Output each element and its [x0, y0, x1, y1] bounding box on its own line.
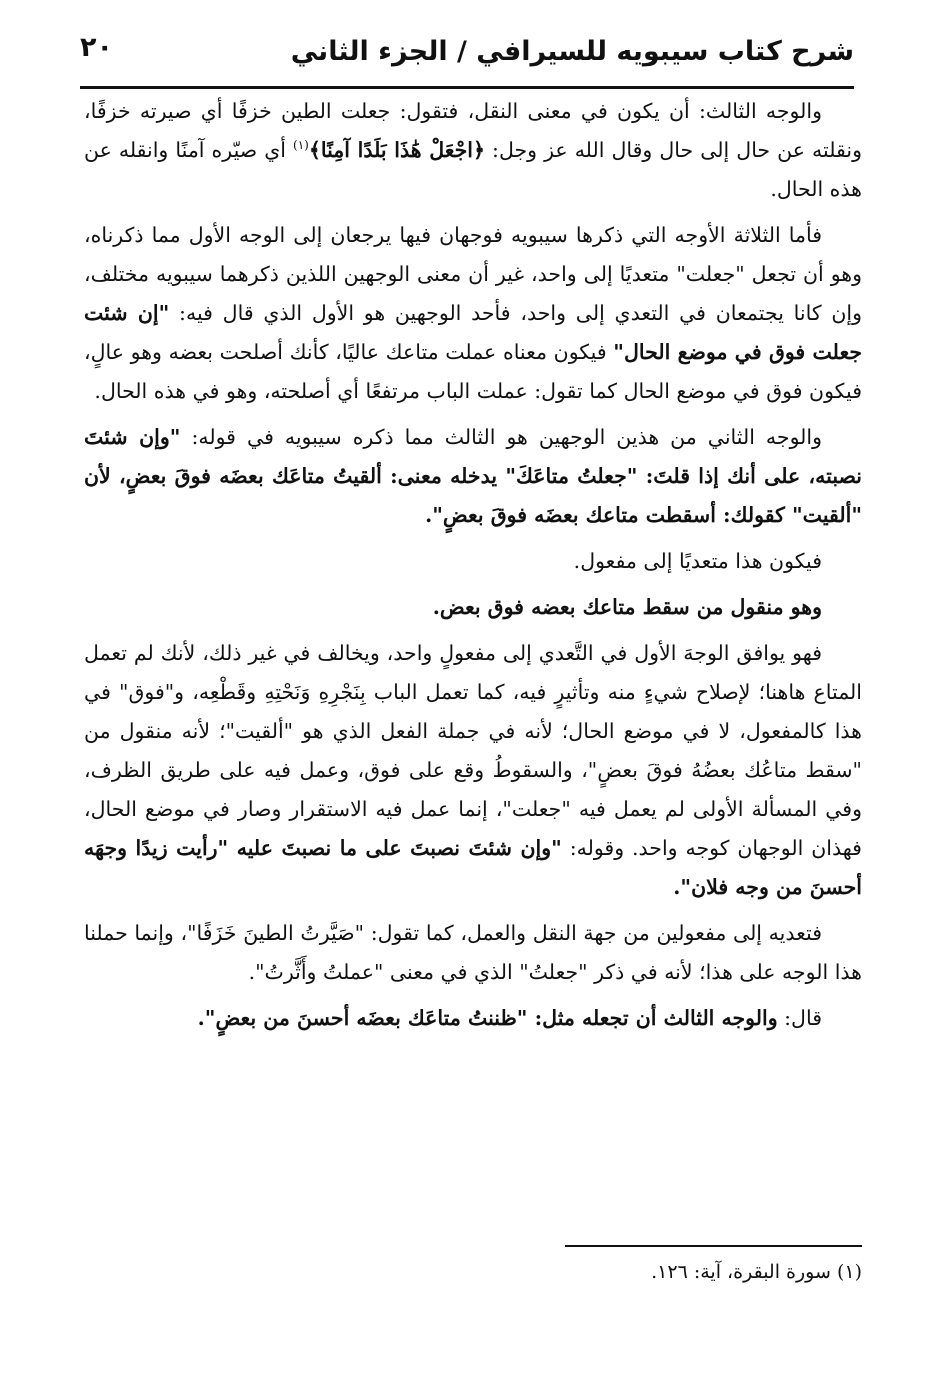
paragraph-3-quote: "وإن شئتَ نصبته، على أنك إذا قلتَ: "جعلتُ متاعَكَ" يدخله معنى: ألقيتُ متاعَك بعضَه فوقَ بعضٍ، لأن "ألقيت" كقولك: أسقطت متاعك بعضَه فوقَ بعضٍ".	[84, 425, 862, 527]
body-text	[84, 92, 862, 1045]
paragraph-3	[84, 418, 862, 535]
paragraph-4: فيكون هذا متعديًا إلى مفعول.	[573, 549, 822, 573]
paragraph-2	[84, 216, 862, 411]
paragraph-6-text: فهو يوافق الوجهَ الأول في التَّعدي إلى مفعولٍ واحد، ويخالف في غير ذلك، لأنك لم تعمل المتاع هاهنا؛ لإصلاح شيءٍ منه وتأثيرٍ فيه، كما تعمل الباب بِنَجْرِهِ وَنَحْتِهِ وقَطْعِه، و"فوق" في هذا كالمفعول، لا في موضع الحال؛ لأنه في جملة الفعل الذي هو "ألقيت"؛ لأنه منقول من "سقط متاعُك بعضُهُ فوقَ بعضٍ"، والسقوطُ وقع على فوق، وعمل فيه على طريق الظرف، وفي المسألة الأولى لم يعمل فيه "جعلت"، إنما عمل فيه الاستقرار وصار في موضع الحال، فهذان الوجهان كوجه واحد. وقوله:	[84, 641, 862, 860]
paragraph-2-quote: "إن شئت جعلت فوق في موضع الحال"	[84, 301, 863, 364]
paragraph-8-text: قال:	[777, 1006, 822, 1030]
paragraph-3-text: والوجه الثاني من هذين الوجهين هو الثالث مما ذكره سيبويه في قوله:	[180, 425, 823, 449]
paragraph-6-quote: "وإن شئتَ نصبتَ على ما نصبتَ عليه "رأيت زيدًا وجهَه أحسنَ من وجه فلان".	[84, 836, 862, 899]
page-number: ٢٠	[80, 32, 113, 63]
paragraph-7: فتعديه إلى مفعولين من جهة النقل والعمل، كما تقول: "صَيَّرتُ الطينَ خَزَفًا"، وإنما حملنا هذا الوجه على هذا؛ لأنه في ذكر "جعلتُ" الذي في معنى "عملتُ وأَثَّرتُ".	[84, 921, 862, 984]
paragraph-1-text-b: أي صيّره آمنًا وانقله عن هذه الحال.	[84, 138, 862, 201]
paragraph-1	[84, 92, 862, 209]
paragraph-1-text-a: والوجه الثالث: أن يكون في معنى النقل، فتقول: جعلت الطين خزفًا أي صيرته خزفًا، ونقلته عن حال إلى حال وقال الله عز وجل:	[84, 99, 862, 162]
header-rule	[80, 86, 854, 89]
quran-verse: ﴿اجْعَلْ هَٰذَا بَلَدًا آمِنًا﴾	[308, 138, 485, 162]
footnote-marker: (١)	[293, 138, 309, 153]
paragraph-8-quote: والوجه الثالث أن تجعله مثل: "ظننتُ متاعَك بعضَه أحسنَ من بعضٍ".	[197, 1006, 778, 1030]
page-header	[80, 30, 854, 86]
paragraph-8	[84, 999, 862, 1038]
paragraph-2-text-a: فأما الثلاثة الأوجه التي ذكرها سيبويه فوجهان فيها يرجعان إلى الوجه الأول مما ذكرناه، وهو أن تجعل "جعلت" متعديًا إلى واحد، غير أن معنى الوجهين اللذين ذكرهما سيبويه مختلف، وإن كانا يجتمعان في التعدي إلى واحد، فأحد الوجهين هو الأول الذي قال فيه:	[84, 223, 862, 325]
paragraph-6	[84, 634, 862, 907]
paragraph-5: وهو منقول من سقط متاعك بعضه فوق بعض.	[432, 595, 822, 619]
footnote-rule	[565, 1245, 862, 1247]
running-title: شرح كتاب سيبويه للسيرافي / الجزء الثاني	[290, 36, 854, 67]
paragraph-2-text-b: فيكون معناه عملت متاعك عاليًا، كأنك أصلحت بعضه وهو عالٍ، فيكون فوق في موضع الحال كما تقول: عملت الباب مرتفعًا أي أصلحته، وهو في هذه الحال.	[84, 340, 862, 403]
footnote: (١) سورة البقرة، آية: ١٢٦.	[651, 1261, 862, 1283]
